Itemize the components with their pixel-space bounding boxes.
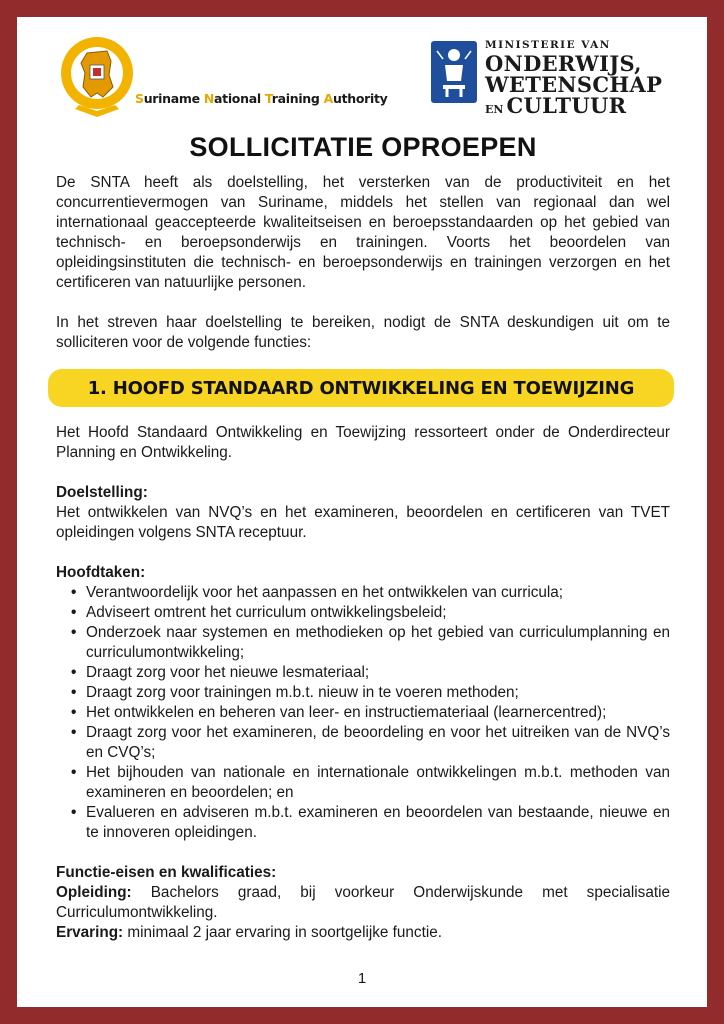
list-item: • Verantwoordelijk voor het aanpassen en het ontwikkelen van curricula; — [86, 583, 670, 603]
ministry-line-3: WETENSCHAP — [485, 71, 663, 97]
goal-label: Doelstelling: — [56, 484, 148, 501]
ministry-line-2: ONDERWIJS, — [485, 50, 642, 76]
intro-paragraph: De SNTA heeft als doelstelling, het versterken van de productiviteit en het concurrentievermogen van Suriname, middels het stellen van regionaal dan wel internationaal geaccepteerde kwaliteitseisen en beroepsstandaarden op het gebied van technisch- en beroepsonderwijs en trainingen. Voorts het beoordelen van opleidingsinstituten die technisch- en beroepsonderwijs en trainingen verzorgen en het certificeren van natuurlijke personen. — [56, 174, 670, 291]
snta-emblem-icon — [57, 31, 141, 121]
list-item: • Evalueren en adviseren m.b.t. examineren en beoordelen van bestaande, nieuwe en te innoveren opleidingen. — [86, 803, 670, 843]
experience-requirement: Ervaring: minimaal 2 jaar ervaring in soortgelijke functie. — [56, 924, 442, 941]
position-heading-banner — [48, 369, 674, 407]
ministry-name — [485, 39, 662, 116]
snta-name: Suriname National Training Authority — [135, 91, 388, 106]
list-item: • Adviseert omtrent het curriculum ontwikkelingsbeleid; — [86, 603, 670, 623]
ministry-emblem-icon — [431, 41, 477, 103]
list-item: • Draagt zorg voor het examineren, de beoordeling en voor het uitreiken van de NVQ’s en CVQ’s; — [86, 723, 670, 763]
list-item: • Draagt zorg voor het nieuwe lesmateriaal; — [86, 663, 670, 683]
position-intro: Het Hoofd Standaard Ontwikkeling en Toewijzing ressorteert onder de Onderdirecteur Planning en Ontwikkeling. — [56, 424, 670, 461]
list-item: • Het bijhouden van nationale en internationale ontwikkelingen m.b.t. methoden van examineren en beoordelen; en — [86, 763, 670, 803]
main-content — [56, 127, 670, 943]
tasks-list — [56, 583, 670, 843]
tasks-label: Hoofdtaken: — [56, 564, 146, 581]
position-heading: 1. HOOFD STANDAARD ONTWIKKELING EN TOEWIJZING — [87, 377, 635, 399]
ministry-line-1: MINISTERIE VAN — [485, 39, 611, 51]
snta-logo — [57, 31, 388, 121]
ministry-line-4: EN CULTUUR — [485, 92, 627, 118]
goal-text: Het ontwikkelen van NVQ’s en het examineren, beoordelen en certificeren van TVET opleidingen volgens SNTA receptuur. — [56, 504, 670, 541]
education-requirement: Opleiding: Bachelors graad, bij voorkeur Onderwijskunde met specialisatie Curriculumontwikkeling. — [56, 884, 670, 921]
requirements-label: Functie-eisen en kwalificaties: — [56, 864, 277, 881]
ministry-logo — [431, 39, 691, 118]
list-item: • Onderzoek naar systemen en methodieken op het gebied van curriculumplanning en curriculumontwikkeling; — [86, 623, 670, 663]
invitation-paragraph: In het streven haar doelstelling te bereiken, nodigt de SNTA deskundigen uit om te solliciteren voor de volgende functies: — [56, 314, 670, 351]
list-item: • Het ontwikkelen en beheren van leer- en instructiemateriaal (learnercentred); — [86, 703, 670, 723]
document-page — [17, 17, 707, 1007]
page-number: 1 — [357, 970, 367, 987]
list-item: • Draagt zorg voor trainingen m.b.t. nieuw in te voeren methoden; — [86, 683, 670, 703]
page-title: SOLLICITATIE OPROEPEN — [189, 132, 537, 162]
